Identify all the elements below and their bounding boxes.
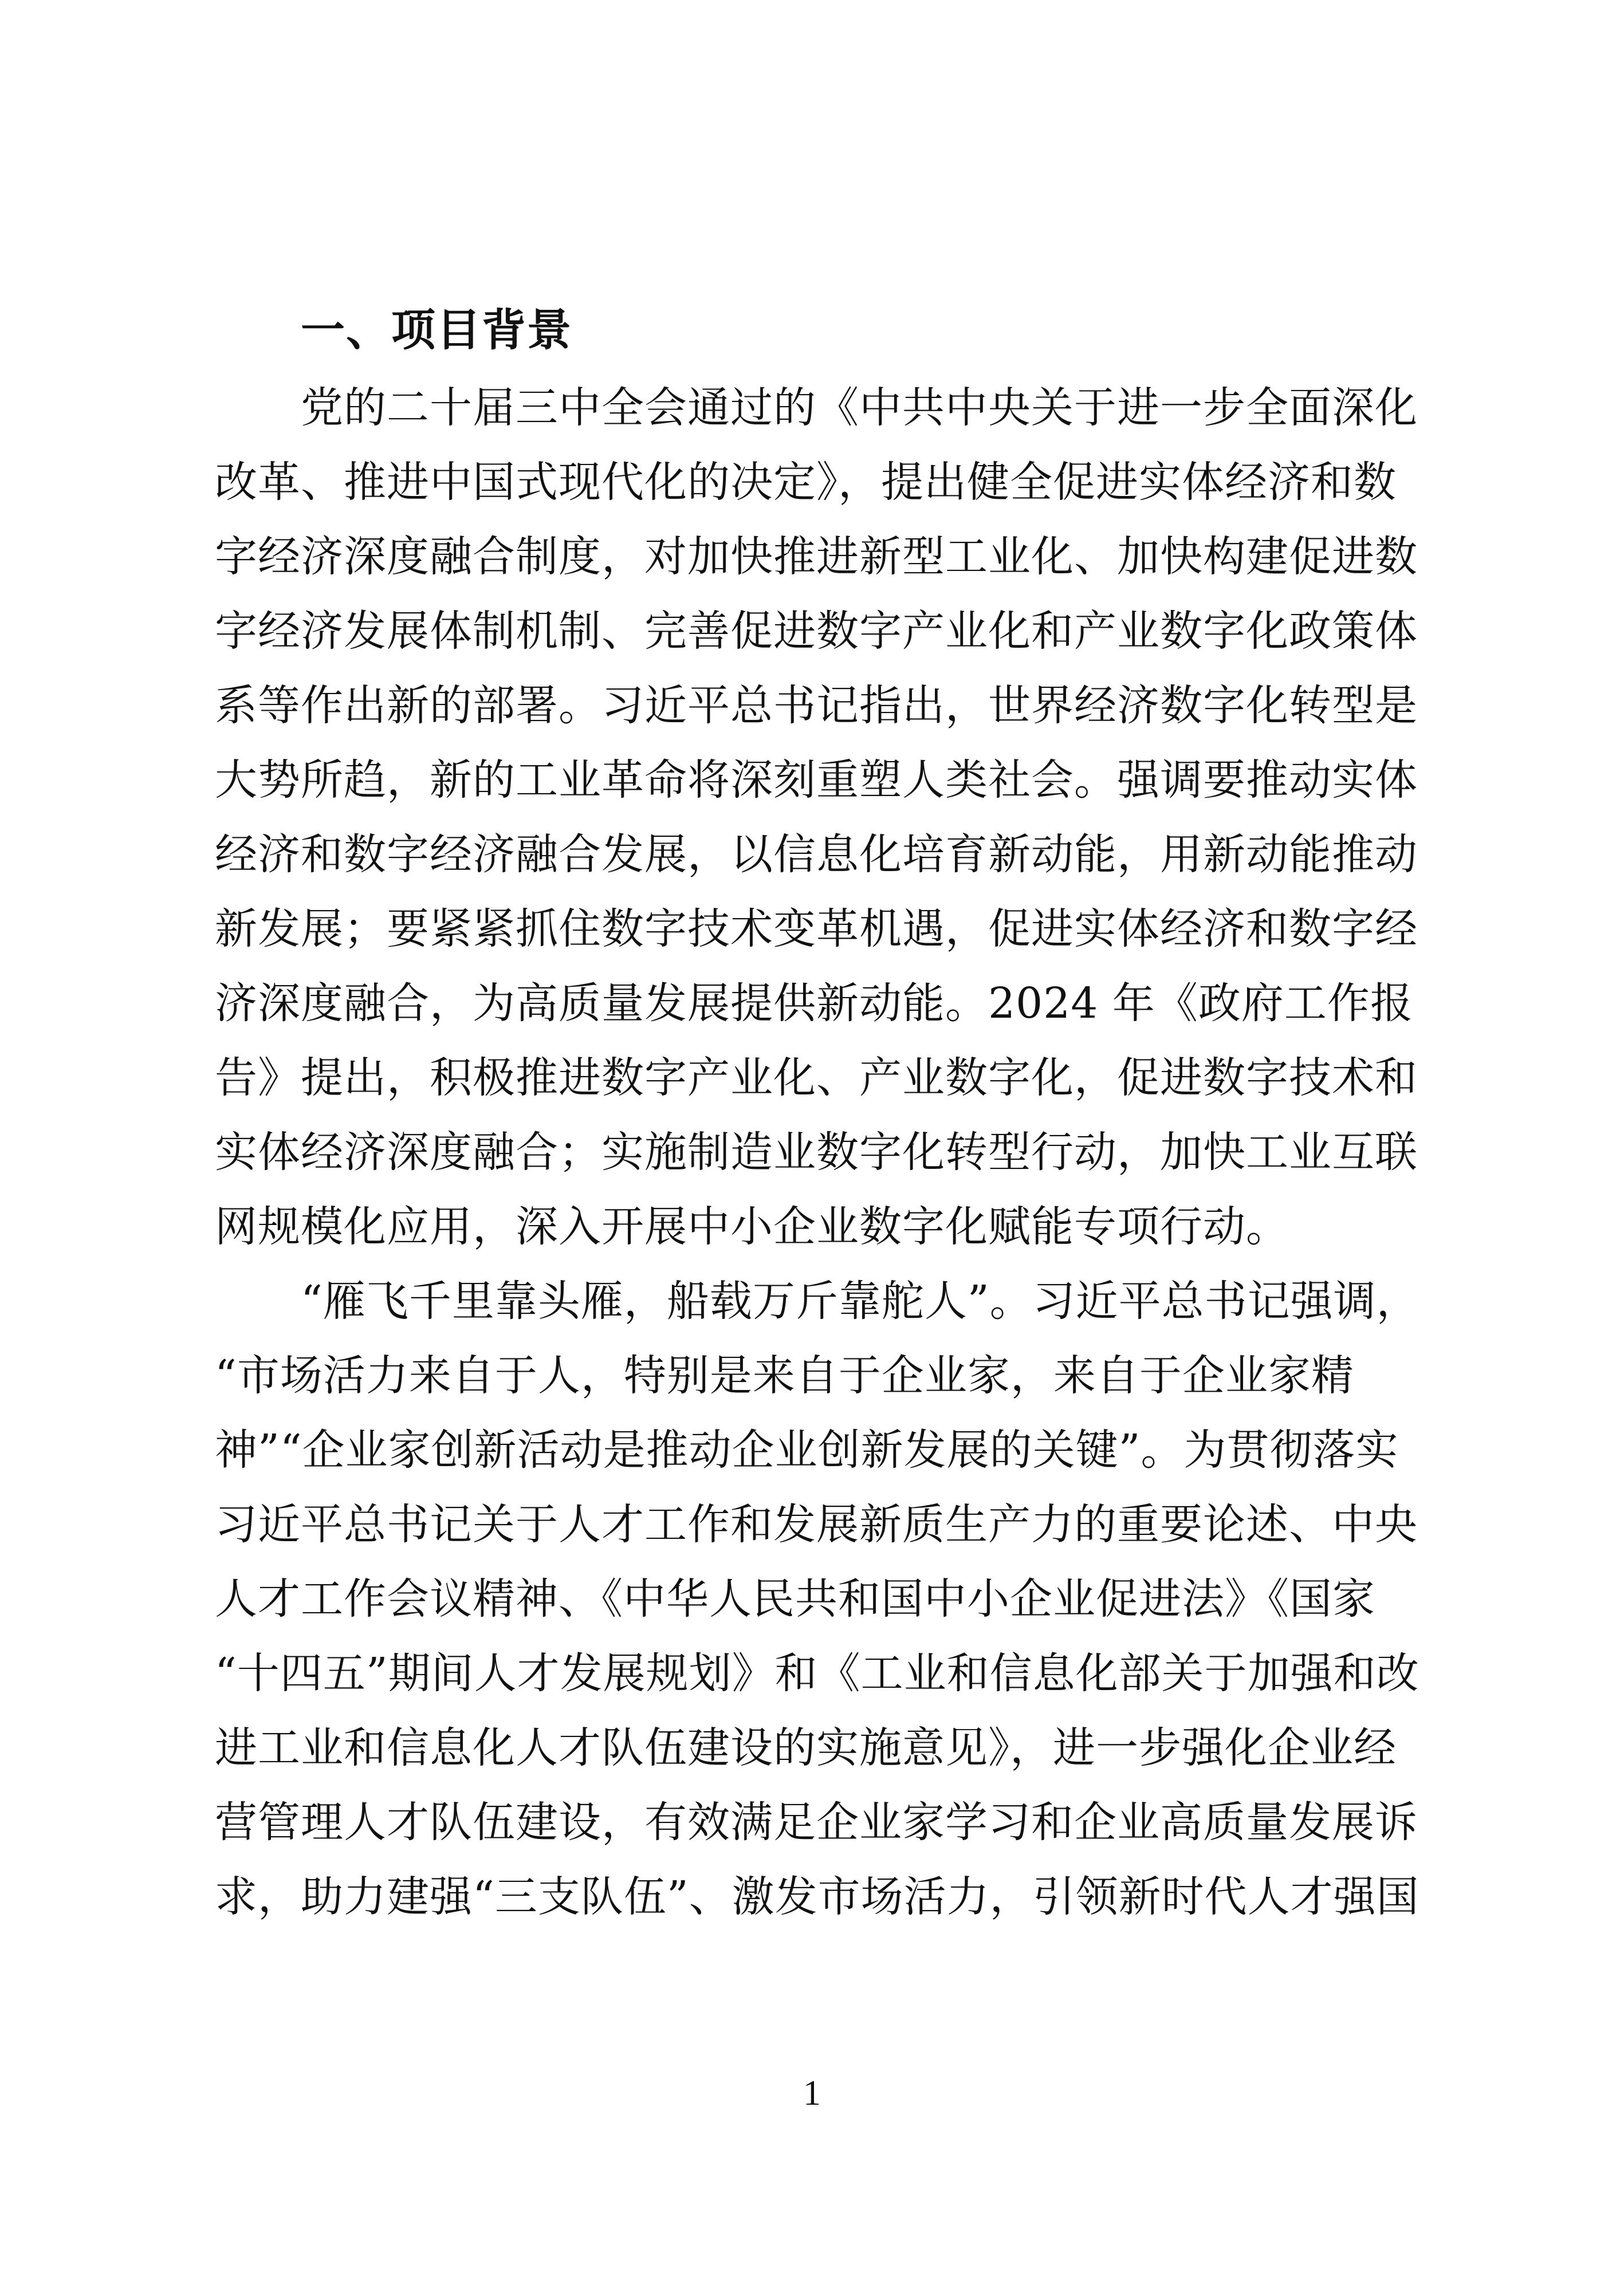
paragraph-2-line-2: “市场活力来自于人，特别是来自于企业家，来自于企业家精 xyxy=(215,1351,1354,1400)
paragraph-1-line-10: 告》提出，积极推进数字产业化、产业数字化，促进数字技术和 xyxy=(215,1053,1418,1102)
paragraph-1-line-4: 字经济发展体制机制、完善促进数字产业化和产业数字化政策体 xyxy=(215,607,1418,656)
paragraph-1-line-2: 改革、推进中国式现代化的决定》，提出健全促进实体经济和数 xyxy=(215,458,1397,507)
paragraph-1-line-5: 系等作出新的部署。习近平总书记指出，世界经济数字化转型是 xyxy=(215,681,1418,730)
paragraph-2-line-8: 营管理人才队伍建设，有效满足企业家学习和企业高质量发展诉 xyxy=(215,1798,1418,1847)
paragraph-1-line-3: 字经济深度融合制度，对加快推进新型工业化、加快构建促进数 xyxy=(215,532,1418,581)
paragraph-2-line-1: “雁飞千里靠头雁，船载万斤靠舵人”。习近平总书记强调， xyxy=(301,1277,1419,1326)
paragraph-1-line-1: 党的二十届三中全会通过的《中共中央关于进一步全面深化 xyxy=(301,383,1418,432)
paragraph-2-line-4: 习近平总书记关于人才工作和发展新质生产力的重要论述、中央 xyxy=(215,1500,1418,1549)
paragraph-1-line-9: 济深度融合，为高质量发展提供新动能。2024 年《政府工作报 xyxy=(215,979,1413,1028)
paragraph-2-line-3: 神”“企业家创新活动是推动企业创新发展的关键”。为贯彻落实 xyxy=(215,1425,1399,1475)
section-heading: 一、项目背景 xyxy=(301,305,572,356)
paragraph-2-line-6: “十四五”期间人才发展规划》和《工业和信息化部关于加强和改 xyxy=(215,1649,1419,1698)
paragraph-1-line-8: 新发展；要紧紧抓住数字技术变革机遇，促进实体经济和数字经 xyxy=(215,904,1418,954)
paragraph-1-line-7: 经济和数字经济融合发展，以信息化培育新动能，用新动能推动 xyxy=(215,830,1418,879)
paragraph-2-line-5: 人才工作会议精神、《中华人民共和国中小企业促进法》《国家 xyxy=(215,1574,1375,1624)
page-number: 1 xyxy=(803,2074,821,2113)
paragraph-2-line-9: 求，助力建强“三支队伍”、激发市场活力，引领新时代人才强国 xyxy=(215,1872,1419,1921)
paragraph-2-line-7: 进工业和信息化人才队伍建设的实施意见》，进一步强化企业经 xyxy=(215,1723,1397,1773)
paragraph-1-line-6: 大势所趋，新的工业革命将深刻重塑人类社会。强调要推动实体 xyxy=(215,755,1418,805)
paragraph-1-line-12: 网规模化应用，深入开展中小企业数字化赋能专项行动。 xyxy=(215,1202,1289,1251)
paragraph-1-line-11: 实体经济深度融合；实施制造业数字化转型行动，加快工业互联 xyxy=(215,1128,1418,1177)
